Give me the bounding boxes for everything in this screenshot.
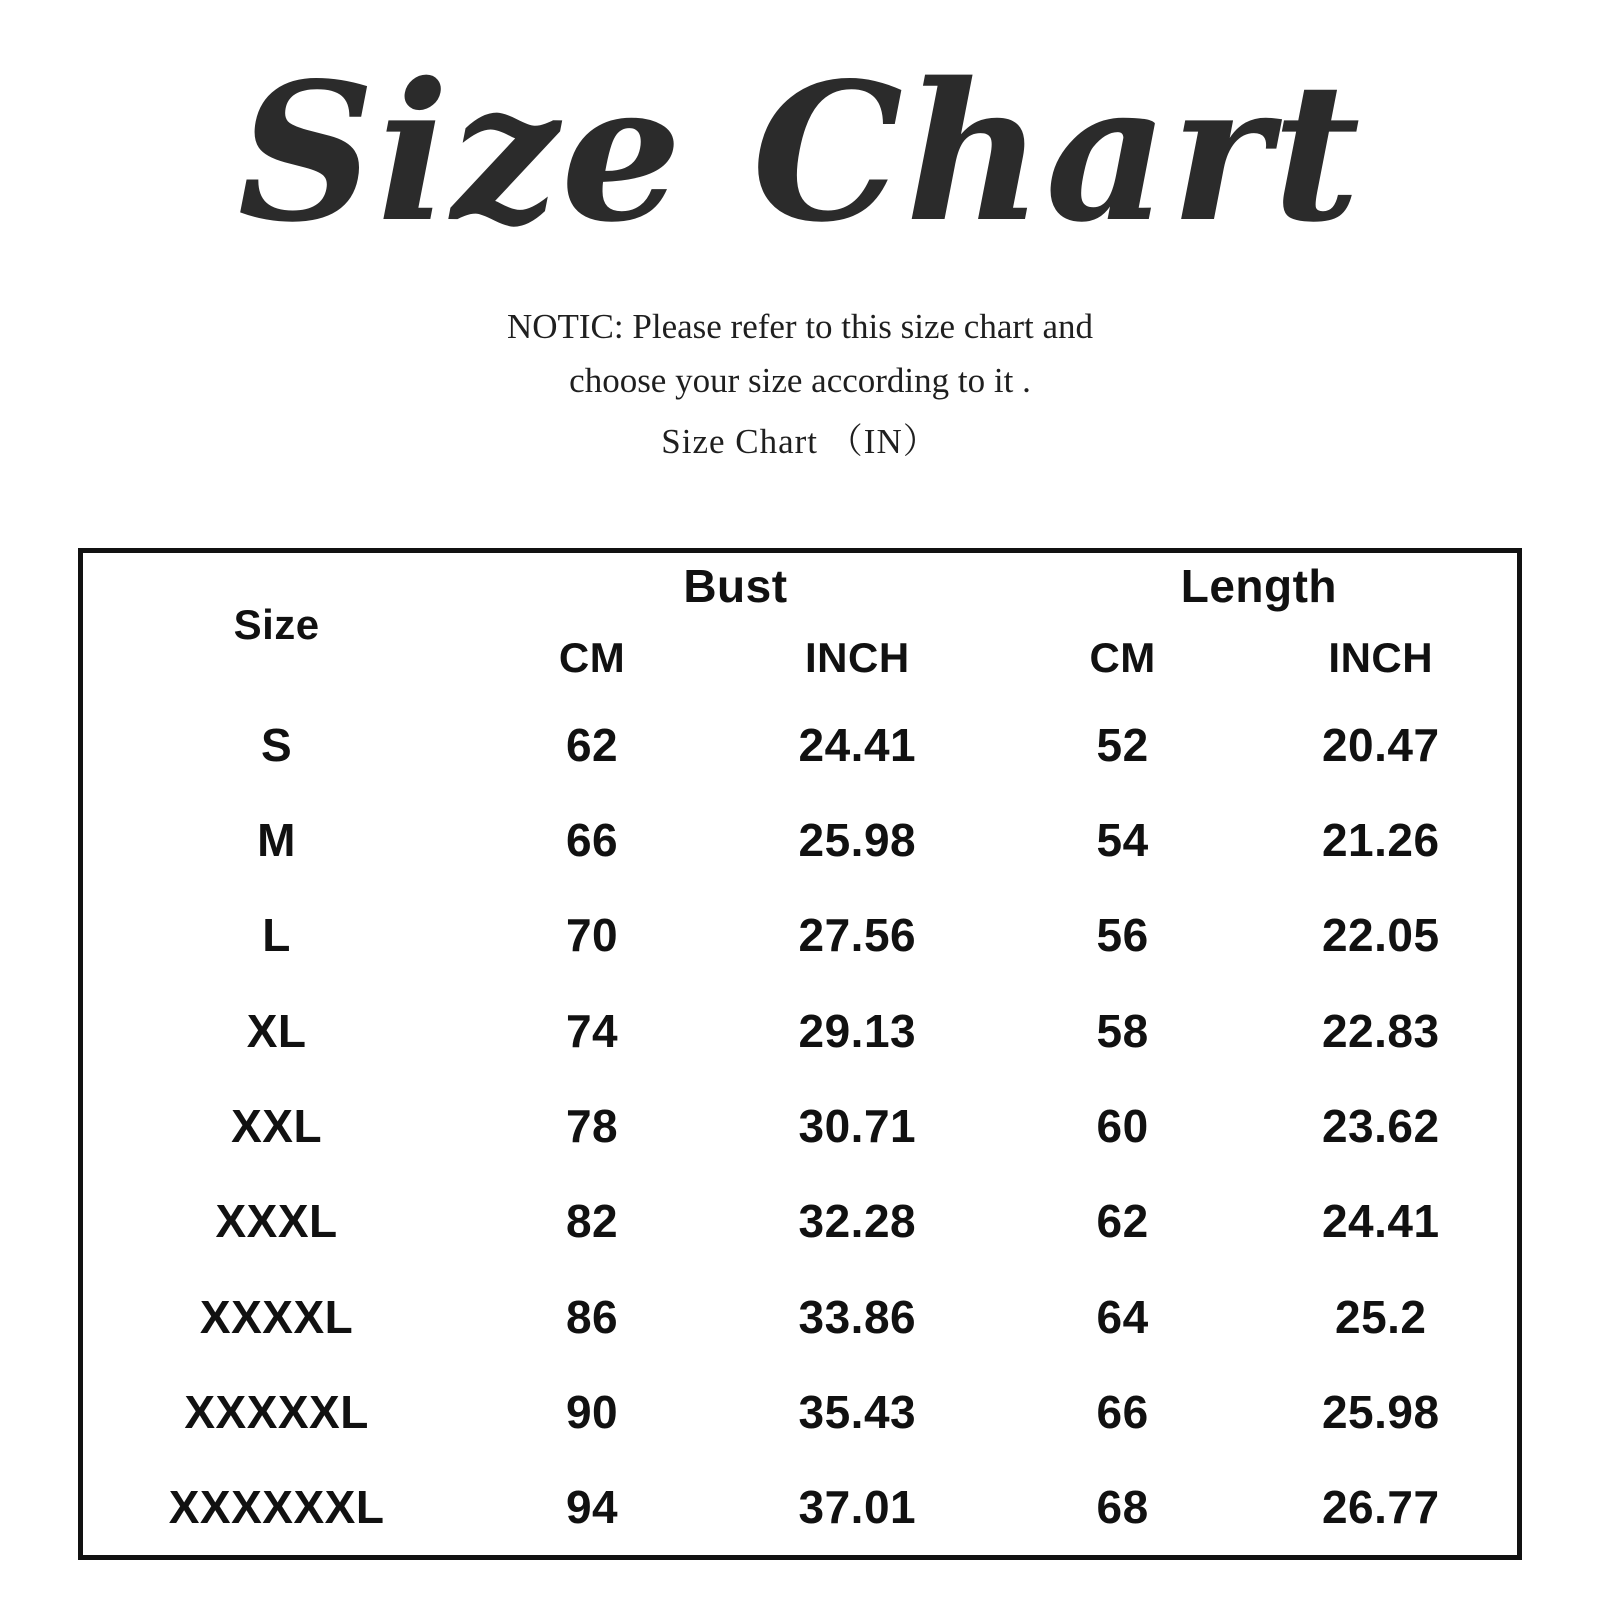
table-row <box>83 1364 1517 1459</box>
size-table-container <box>78 548 1522 1560</box>
table-header <box>83 553 1517 697</box>
cell-length-inch: 22.05 <box>1321 909 1440 962</box>
cell-length-cm: 56 <box>1096 909 1149 962</box>
cell-size: XL <box>246 1004 307 1057</box>
cell-length-inch: 21.26 <box>1321 813 1440 866</box>
cell-bust-inch: 29.13 <box>798 1004 917 1057</box>
cell-bust-cm: 86 <box>565 1290 619 1343</box>
table-row <box>83 1174 1517 1269</box>
cell-size: XXXXXXL <box>168 1481 385 1534</box>
cell-length-inch: 24.41 <box>1321 1195 1440 1248</box>
header-group-bust: Bust <box>683 560 788 612</box>
cell-bust-cm: 94 <box>565 1481 619 1534</box>
cell-length-cm: 66 <box>1096 1385 1149 1438</box>
cell-length-cm: 58 <box>1096 1004 1149 1057</box>
cell-bust-cm: 62 <box>565 718 619 771</box>
cell-bust-inch: 27.56 <box>798 909 917 962</box>
cell-length-cm: 60 <box>1096 1099 1149 1152</box>
cell-length-cm: 64 <box>1096 1290 1149 1343</box>
cell-length-inch: 25.2 <box>1334 1290 1427 1343</box>
cell-bust-cm: 70 <box>565 909 619 962</box>
cell-length-inch: 25.98 <box>1321 1385 1440 1438</box>
cell-length-cm: 52 <box>1096 718 1149 771</box>
cell-bust-cm: 82 <box>565 1195 619 1248</box>
size-table <box>83 553 1517 1555</box>
table-row <box>83 792 1517 887</box>
cell-bust-inch: 33.86 <box>798 1290 917 1343</box>
cell-size: L <box>262 909 291 962</box>
cell-bust-cm: 66 <box>565 813 619 866</box>
table-row <box>83 888 1517 983</box>
table-row <box>83 1460 1517 1555</box>
notice-line-1: NOTIC: Please refer to this size chart and <box>506 307 1094 346</box>
cell-size: XXXL <box>215 1195 338 1248</box>
cell-bust-inch: 24.41 <box>798 718 917 771</box>
table-group-header-row <box>83 553 1517 619</box>
cell-bust-inch: 25.98 <box>798 813 917 866</box>
header-size: Size <box>233 601 320 648</box>
header-bust-cm: CM <box>558 634 626 681</box>
header-group-length: Length <box>1180 560 1338 612</box>
cell-size: M <box>257 813 296 866</box>
cell-bust-inch: 35.43 <box>798 1385 917 1438</box>
header-length-cm: CM <box>1089 634 1156 681</box>
cell-length-inch: 22.83 <box>1321 1004 1440 1057</box>
table-row <box>83 983 1517 1078</box>
cell-length-cm: 54 <box>1096 813 1149 866</box>
cell-size: XXXXXL <box>184 1385 369 1438</box>
cell-bust-inch: 30.71 <box>798 1099 917 1152</box>
page-title: Size Chart <box>237 41 1363 264</box>
notice-line-3: Size Chart （IN） <box>661 421 939 461</box>
cell-length-cm: 62 <box>1096 1195 1149 1248</box>
cell-length-inch: 23.62 <box>1321 1099 1440 1152</box>
cell-size: XXL <box>231 1099 323 1152</box>
cell-bust-cm: 74 <box>565 1004 619 1057</box>
cell-length-cm: 68 <box>1096 1481 1149 1534</box>
header-bust-inch: INCH <box>805 634 910 681</box>
table-body <box>83 697 1517 1555</box>
cell-length-inch: 20.47 <box>1321 718 1440 771</box>
table-row <box>83 1269 1517 1364</box>
cell-size: S <box>260 718 293 771</box>
table-row <box>83 1078 1517 1173</box>
notice-line-2: choose your size according to it . <box>569 361 1031 401</box>
cell-bust-inch: 37.01 <box>798 1481 917 1534</box>
cell-bust-cm: 78 <box>565 1099 619 1152</box>
notice-block <box>0 300 1600 469</box>
header-length-inch: INCH <box>1328 634 1434 681</box>
cell-size: XXXXL <box>199 1290 354 1343</box>
table-row <box>83 697 1517 792</box>
cell-bust-cm: 90 <box>565 1385 619 1438</box>
cell-bust-inch: 32.28 <box>798 1195 917 1248</box>
cell-length-inch: 26.77 <box>1321 1481 1440 1534</box>
